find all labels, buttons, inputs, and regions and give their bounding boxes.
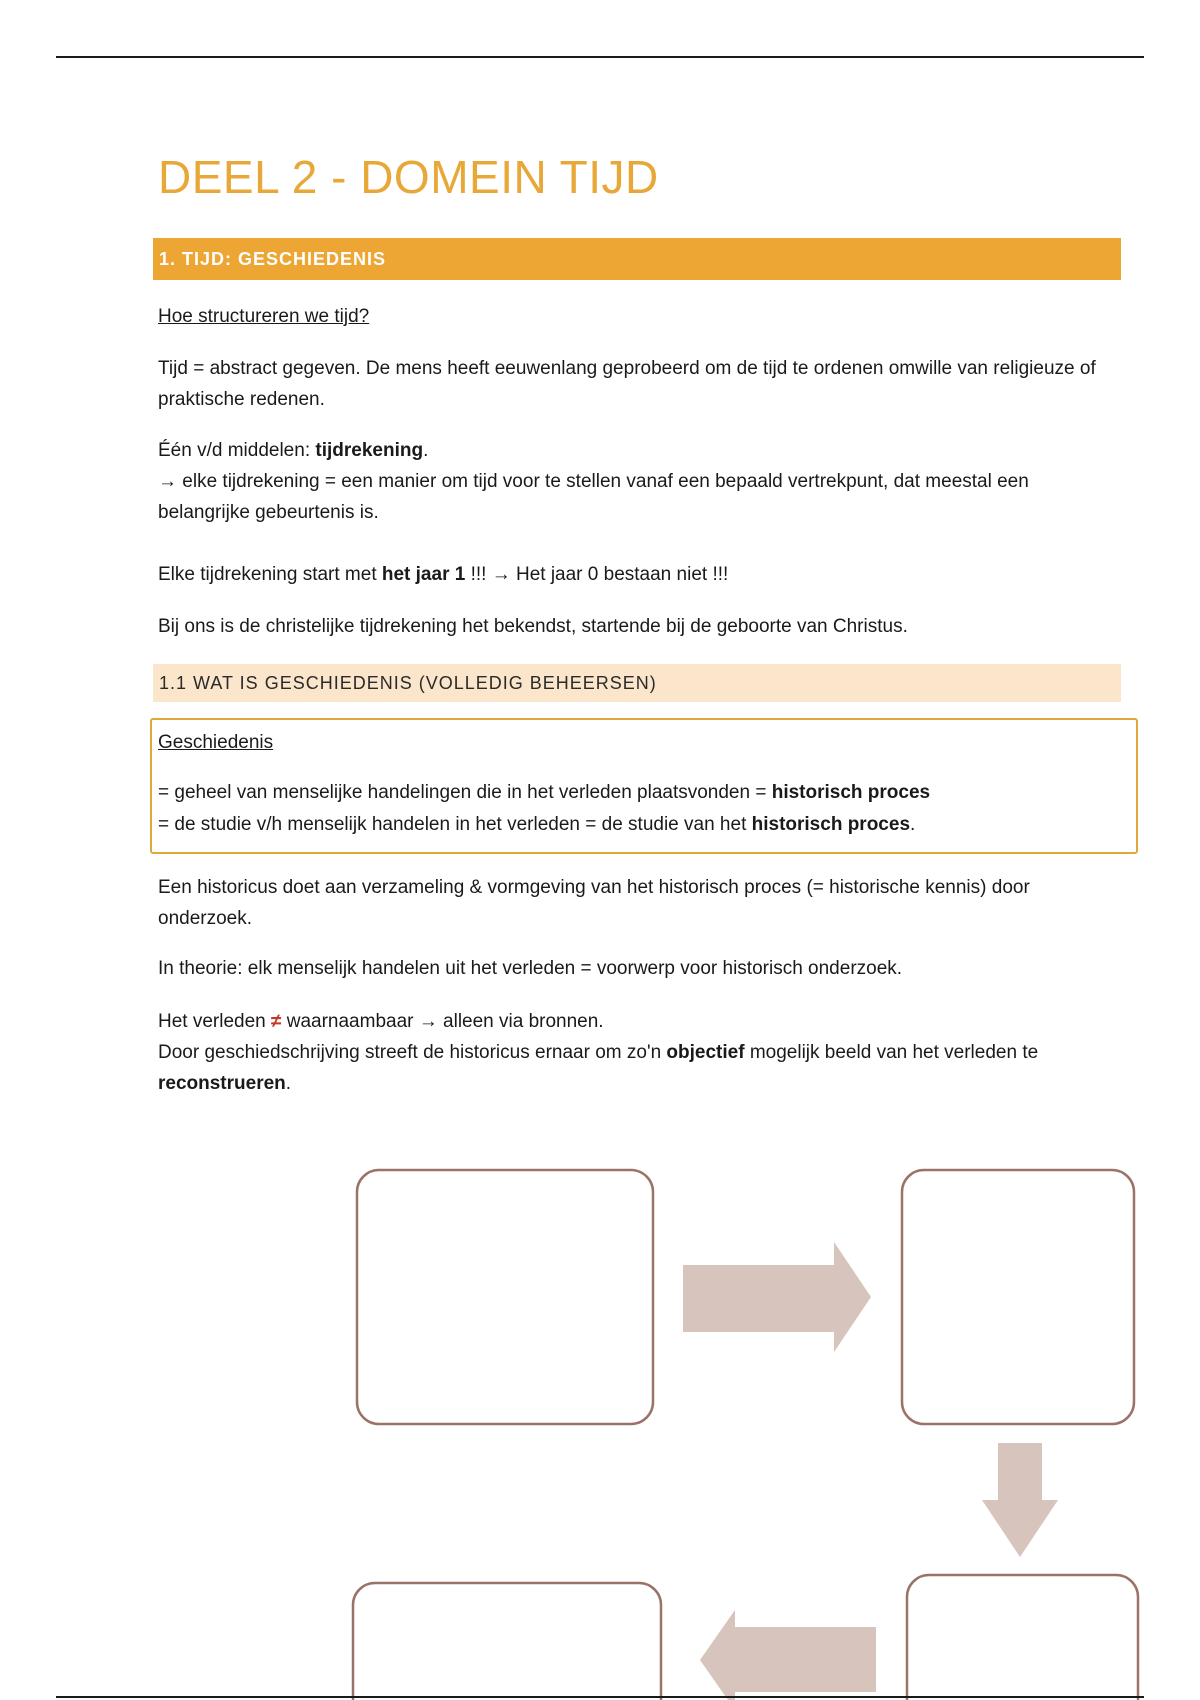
- page-bottom-rule: [56, 1696, 1144, 1698]
- paragraph-jaar-1: [158, 559, 1118, 590]
- bold-term-reconstrueren: reconstrueren: [158, 1073, 286, 1094]
- down-arrow-icon: [982, 1443, 1058, 1557]
- bold-term-objectief: objectief: [666, 1042, 745, 1063]
- text-run: .: [910, 814, 916, 835]
- paragraph-verleden: [158, 1006, 1118, 1037]
- text-run: Door geschiedschrijving streeft de historicus ernaar om zo'n: [158, 1042, 667, 1063]
- text-run: Het verleden: [158, 1011, 272, 1032]
- right-arrow-icon: [683, 1242, 871, 1352]
- text-run: = de studie v/h menselijk handelen in het verleden = de studie van het: [158, 814, 752, 835]
- diagram-box-top-left: [357, 1170, 653, 1424]
- text-run: = geheel van menselijke handelingen die in het verleden plaatsvonden =: [158, 782, 772, 803]
- page-top-rule: [56, 56, 1144, 58]
- not-equal-sign: ≠: [271, 1011, 282, 1032]
- text-run: .: [423, 440, 429, 461]
- text-run: mogelijk beeld van het verleden te: [744, 1042, 1039, 1063]
- paragraph-abstract-gegeven: Tijd = abstract gegeven. De mens heeft eeuwenlang geprobeerd om de tijd te ordenen omwille van religieuze of praktische redenen.: [158, 358, 1096, 410]
- bold-term-historisch-proces: historisch proces: [771, 782, 931, 803]
- definition-term: Geschiedenis: [158, 732, 274, 753]
- paragraph-christelijke-tijdrekening: Bij ons is de christelijke tijdrekening het bekendst, startende bij de geboorte van Christus.: [158, 616, 908, 637]
- diagram-box-bottom-right: [907, 1575, 1138, 1700]
- text-run: !!! → Het jaar 0 bestaan niet !!!: [465, 564, 729, 585]
- definition-line-2: [158, 809, 1118, 840]
- paragraph-in-theorie: In theorie: elk menselijk handelen uit het verleden = voorwerp voor historisch onderzoek.: [158, 958, 903, 979]
- bold-term-historisch-proces: historisch proces: [751, 814, 911, 835]
- diagram-box-bottom-left: [353, 1583, 661, 1700]
- diagram-box-top-right: [902, 1170, 1134, 1424]
- left-arrow-icon: [700, 1610, 876, 1700]
- paragraph-geschiedschrijving: [158, 1037, 1118, 1099]
- text-run: .: [285, 1073, 292, 1094]
- section-heading-tijd-geschiedenis: 1. TIJD: GESCHIEDENIS: [153, 238, 1121, 280]
- text-run: Elke tijdrekening start met: [158, 564, 382, 585]
- definition-line-1: [158, 777, 1118, 808]
- bold-term-tijdrekening: tijdrekening: [315, 440, 424, 461]
- paragraph-historicus: Een historicus doet aan verzameling & vormgeving van het historisch proces (= historische kennis) door onderzoek.: [158, 877, 1030, 929]
- subsection-heading-wat-is-geschiedenis: 1.1 WAT IS GESCHIEDENIS (VOLLEDIG BEHEERSEN): [153, 664, 1121, 702]
- paragraph-middelen: [158, 435, 1118, 466]
- question-heading: Hoe structureren we tijd?: [158, 306, 370, 327]
- text-run: waarnaambaar → alleen via bronnen.: [281, 1011, 604, 1032]
- text-run: Één v/d middelen:: [158, 440, 316, 461]
- bold-term-jaar-1: het jaar 1: [381, 564, 466, 585]
- paragraph-tijdrekening-definitie: → elke tijdrekening = een manier om tijd voor te stellen vanaf een bepaald vertrekpunt, dat meestal een belangrijke gebeurtenis is.: [158, 471, 1029, 523]
- document-title: DEEL 2 - DOMEIN TIJD: [158, 151, 659, 203]
